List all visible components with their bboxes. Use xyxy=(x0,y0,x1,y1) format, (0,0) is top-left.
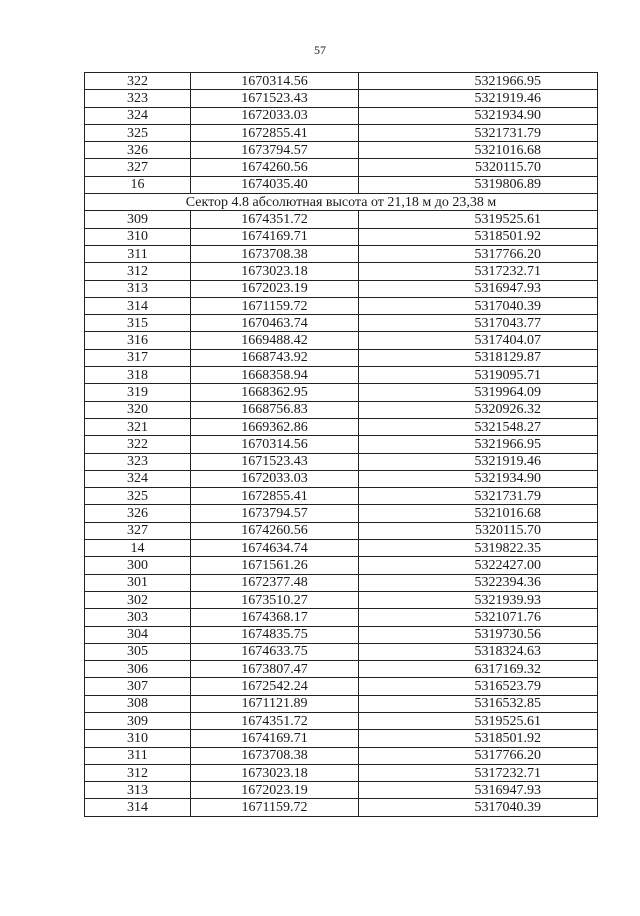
table-row xyxy=(85,505,598,522)
x-coordinate-cell: 1674169.71 xyxy=(191,730,359,747)
point-number-cell: 316 xyxy=(85,332,191,349)
x-coordinate-cell: 1673023.18 xyxy=(191,263,359,280)
point-number-cell: 14 xyxy=(85,540,191,557)
table-row xyxy=(85,712,598,729)
x-coordinate-cell: 1671159.72 xyxy=(191,297,359,314)
x-coordinate-cell: 1674351.72 xyxy=(191,712,359,729)
table-row xyxy=(85,349,598,366)
x-coordinate-cell: 1674260.56 xyxy=(191,522,359,539)
x-coordinate-cell: 1673708.38 xyxy=(191,245,359,262)
sector-header-text: Сектор 4.8 абсолютная высота от 21,18 м до 23,38 м xyxy=(85,194,598,211)
point-number-cell: 323 xyxy=(85,453,191,470)
coordinates-table xyxy=(84,72,598,817)
y-coordinate-cell: 5320926.32 xyxy=(359,401,598,418)
point-number-cell: 308 xyxy=(85,695,191,712)
table-row xyxy=(85,782,598,799)
x-coordinate-cell: 1673807.47 xyxy=(191,661,359,678)
point-number-cell: 320 xyxy=(85,401,191,418)
sector-header-row xyxy=(85,194,598,211)
x-coordinate-cell: 1674633.75 xyxy=(191,643,359,660)
point-number-cell: 324 xyxy=(85,107,191,124)
y-coordinate-cell: 6317169.32 xyxy=(359,661,598,678)
table-row xyxy=(85,522,598,539)
x-coordinate-cell: 1668743.92 xyxy=(191,349,359,366)
table-row xyxy=(85,436,598,453)
x-coordinate-cell: 1672033.03 xyxy=(191,107,359,124)
y-coordinate-cell: 5316532.85 xyxy=(359,695,598,712)
x-coordinate-cell: 1672023.19 xyxy=(191,280,359,297)
x-coordinate-cell: 1674169.71 xyxy=(191,228,359,245)
table-row xyxy=(85,418,598,435)
x-coordinate-cell: 1672855.41 xyxy=(191,488,359,505)
table-row xyxy=(85,280,598,297)
y-coordinate-cell: 5318501.92 xyxy=(359,228,598,245)
table-row xyxy=(85,764,598,781)
y-coordinate-cell: 5320115.70 xyxy=(359,522,598,539)
x-coordinate-cell: 1670314.56 xyxy=(191,73,359,90)
point-number-cell: 327 xyxy=(85,522,191,539)
table-row xyxy=(85,367,598,384)
y-coordinate-cell: 5318501.92 xyxy=(359,730,598,747)
x-coordinate-cell: 1671561.26 xyxy=(191,557,359,574)
x-coordinate-cell: 1669488.42 xyxy=(191,332,359,349)
table-row xyxy=(85,315,598,332)
point-number-cell: 313 xyxy=(85,782,191,799)
x-coordinate-cell: 1673023.18 xyxy=(191,764,359,781)
y-coordinate-cell: 5317232.71 xyxy=(359,764,598,781)
table-row xyxy=(85,453,598,470)
x-coordinate-cell: 1674351.72 xyxy=(191,211,359,228)
point-number-cell: 322 xyxy=(85,436,191,453)
table-row xyxy=(85,159,598,176)
table-row xyxy=(85,661,598,678)
table-row xyxy=(85,228,598,245)
y-coordinate-cell: 5317766.20 xyxy=(359,245,598,262)
point-number-cell: 325 xyxy=(85,124,191,141)
y-coordinate-cell: 5321548.27 xyxy=(359,418,598,435)
table-row xyxy=(85,176,598,193)
point-number-cell: 310 xyxy=(85,730,191,747)
y-coordinate-cell: 5321016.68 xyxy=(359,142,598,159)
point-number-cell: 309 xyxy=(85,712,191,729)
x-coordinate-cell: 1674835.75 xyxy=(191,626,359,643)
y-coordinate-cell: 5321731.79 xyxy=(359,124,598,141)
y-coordinate-cell: 5317404.07 xyxy=(359,332,598,349)
point-number-cell: 323 xyxy=(85,90,191,107)
y-coordinate-cell: 5321934.90 xyxy=(359,107,598,124)
x-coordinate-cell: 1668362.95 xyxy=(191,384,359,401)
y-coordinate-cell: 5317232.71 xyxy=(359,263,598,280)
table-row xyxy=(85,297,598,314)
point-number-cell: 309 xyxy=(85,211,191,228)
point-number-cell: 312 xyxy=(85,764,191,781)
table-row xyxy=(85,730,598,747)
y-coordinate-cell: 5316947.93 xyxy=(359,782,598,799)
table-row xyxy=(85,245,598,262)
y-coordinate-cell: 5319730.56 xyxy=(359,626,598,643)
y-coordinate-cell: 5319806.89 xyxy=(359,176,598,193)
table-row xyxy=(85,695,598,712)
y-coordinate-cell: 5322394.36 xyxy=(359,574,598,591)
table-row xyxy=(85,609,598,626)
y-coordinate-cell: 5321966.95 xyxy=(359,436,598,453)
point-number-cell: 311 xyxy=(85,245,191,262)
table-row xyxy=(85,470,598,487)
y-coordinate-cell: 5322427.00 xyxy=(359,557,598,574)
point-number-cell: 306 xyxy=(85,661,191,678)
x-coordinate-cell: 1674368.17 xyxy=(191,609,359,626)
y-coordinate-cell: 5319525.61 xyxy=(359,211,598,228)
y-coordinate-cell: 5321016.68 xyxy=(359,505,598,522)
x-coordinate-cell: 1674260.56 xyxy=(191,159,359,176)
y-coordinate-cell: 5317040.39 xyxy=(359,297,598,314)
table-row xyxy=(85,574,598,591)
point-number-cell: 301 xyxy=(85,574,191,591)
y-coordinate-cell: 5321934.90 xyxy=(359,470,598,487)
point-number-cell: 310 xyxy=(85,228,191,245)
table-row xyxy=(85,799,598,816)
x-coordinate-cell: 1671523.43 xyxy=(191,453,359,470)
point-number-cell: 302 xyxy=(85,591,191,608)
table-row xyxy=(85,90,598,107)
table-row xyxy=(85,263,598,280)
table-row xyxy=(85,107,598,124)
x-coordinate-cell: 1672855.41 xyxy=(191,124,359,141)
table-row xyxy=(85,124,598,141)
x-coordinate-cell: 1668358.94 xyxy=(191,367,359,384)
point-number-cell: 326 xyxy=(85,505,191,522)
y-coordinate-cell: 5319964.09 xyxy=(359,384,598,401)
x-coordinate-cell: 1673708.38 xyxy=(191,747,359,764)
point-number-cell: 317 xyxy=(85,349,191,366)
point-number-cell: 322 xyxy=(85,73,191,90)
point-number-cell: 303 xyxy=(85,609,191,626)
point-number-cell: 314 xyxy=(85,799,191,816)
y-coordinate-cell: 5317766.20 xyxy=(359,747,598,764)
point-number-cell: 319 xyxy=(85,384,191,401)
x-coordinate-cell: 1673794.57 xyxy=(191,505,359,522)
page-number: 57 xyxy=(314,43,326,57)
x-coordinate-cell: 1670463.74 xyxy=(191,315,359,332)
y-coordinate-cell: 5318129.87 xyxy=(359,349,598,366)
x-coordinate-cell: 1668756.83 xyxy=(191,401,359,418)
table-row xyxy=(85,747,598,764)
point-number-cell: 315 xyxy=(85,315,191,332)
y-coordinate-cell: 5316523.79 xyxy=(359,678,598,695)
y-coordinate-cell: 5320115.70 xyxy=(359,159,598,176)
table-row xyxy=(85,626,598,643)
x-coordinate-cell: 1671121.89 xyxy=(191,695,359,712)
point-number-cell: 304 xyxy=(85,626,191,643)
x-coordinate-cell: 1672542.24 xyxy=(191,678,359,695)
table-row xyxy=(85,488,598,505)
y-coordinate-cell: 5321731.79 xyxy=(359,488,598,505)
table-row xyxy=(85,591,598,608)
table-row xyxy=(85,384,598,401)
point-number-cell: 307 xyxy=(85,678,191,695)
y-coordinate-cell: 5318324.63 xyxy=(359,643,598,660)
y-coordinate-cell: 5321071.76 xyxy=(359,609,598,626)
point-number-cell: 313 xyxy=(85,280,191,297)
table-row xyxy=(85,211,598,228)
x-coordinate-cell: 1674634.74 xyxy=(191,540,359,557)
table-row xyxy=(85,678,598,695)
x-coordinate-cell: 1670314.56 xyxy=(191,436,359,453)
point-number-cell: 326 xyxy=(85,142,191,159)
x-coordinate-cell: 1672033.03 xyxy=(191,470,359,487)
point-number-cell: 314 xyxy=(85,297,191,314)
y-coordinate-cell: 5321939.93 xyxy=(359,591,598,608)
coordinates-table-body xyxy=(85,73,598,817)
table-row xyxy=(85,401,598,418)
y-coordinate-cell: 5321966.95 xyxy=(359,73,598,90)
x-coordinate-cell: 1671523.43 xyxy=(191,90,359,107)
point-number-cell: 318 xyxy=(85,367,191,384)
x-coordinate-cell: 1672023.19 xyxy=(191,782,359,799)
table-row xyxy=(85,332,598,349)
point-number-cell: 321 xyxy=(85,418,191,435)
point-number-cell: 305 xyxy=(85,643,191,660)
x-coordinate-cell: 1669362.86 xyxy=(191,418,359,435)
x-coordinate-cell: 1673794.57 xyxy=(191,142,359,159)
y-coordinate-cell: 5316947.93 xyxy=(359,280,598,297)
table-row xyxy=(85,540,598,557)
table-row xyxy=(85,142,598,159)
table-row xyxy=(85,73,598,90)
point-number-cell: 300 xyxy=(85,557,191,574)
point-number-cell: 327 xyxy=(85,159,191,176)
y-coordinate-cell: 5321919.46 xyxy=(359,453,598,470)
table-row xyxy=(85,643,598,660)
x-coordinate-cell: 1671159.72 xyxy=(191,799,359,816)
y-coordinate-cell: 5321919.46 xyxy=(359,90,598,107)
y-coordinate-cell: 5319095.71 xyxy=(359,367,598,384)
table-row xyxy=(85,557,598,574)
y-coordinate-cell: 5319822.35 xyxy=(359,540,598,557)
x-coordinate-cell: 1672377.48 xyxy=(191,574,359,591)
point-number-cell: 16 xyxy=(85,176,191,193)
x-coordinate-cell: 1673510.27 xyxy=(191,591,359,608)
point-number-cell: 325 xyxy=(85,488,191,505)
point-number-cell: 312 xyxy=(85,263,191,280)
point-number-cell: 311 xyxy=(85,747,191,764)
y-coordinate-cell: 5317040.39 xyxy=(359,799,598,816)
x-coordinate-cell: 1674035.40 xyxy=(191,176,359,193)
y-coordinate-cell: 5319525.61 xyxy=(359,712,598,729)
y-coordinate-cell: 5317043.77 xyxy=(359,315,598,332)
point-number-cell: 324 xyxy=(85,470,191,487)
